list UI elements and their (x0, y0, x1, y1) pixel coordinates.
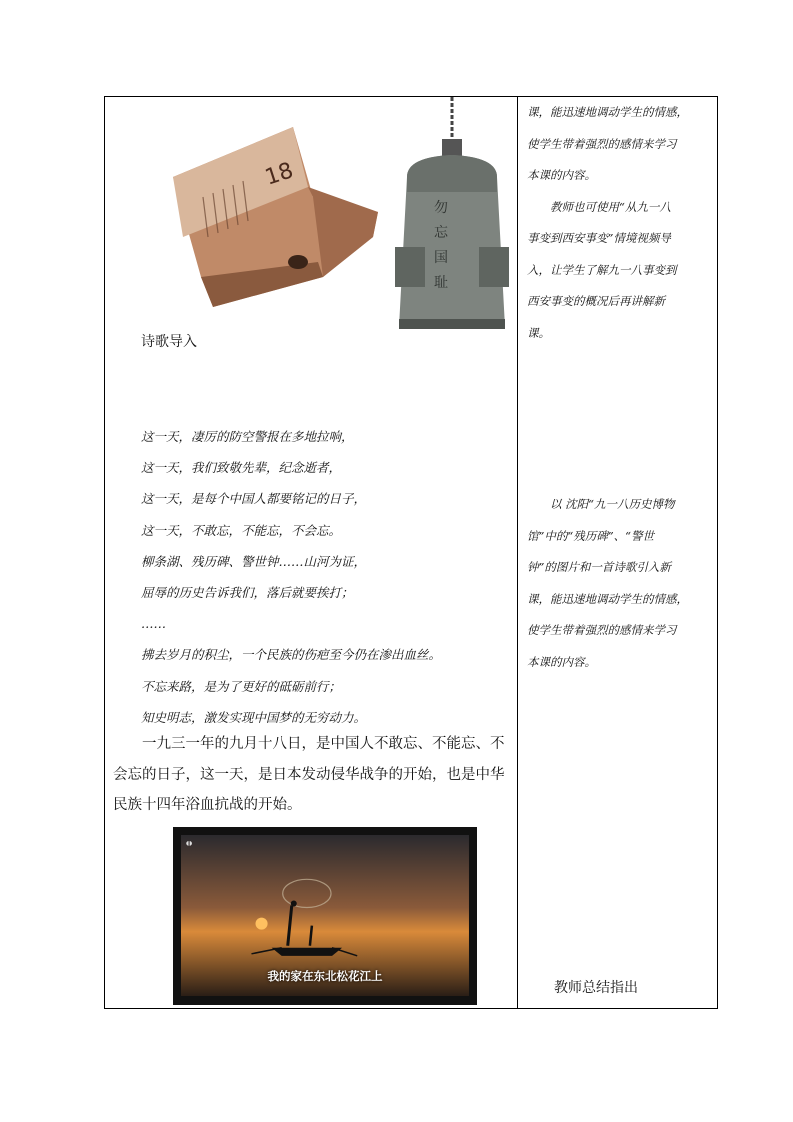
poem-line: 不忘来路，是为了更好的砥砺前行； (141, 678, 342, 694)
calendar-number: 18 (262, 158, 297, 191)
history-paragraph-text: 一九三一年的九月十八日，是中国人不敢忘、不能忘、不会忘的日子，这一天，是日本发动侵华战争的开始，也是中华民族十四年浴血抗战的开始。 (113, 736, 505, 813)
left-column (105, 97, 517, 1008)
note-line: 使学生带着强烈的感情来学习 (527, 623, 677, 637)
note-line: 本课的内容。 (527, 654, 596, 669)
poem-line: …… (141, 616, 166, 632)
bell-char-4: 耻 (434, 275, 448, 291)
note-line: 事变到西安事变”情境视频导 (527, 231, 671, 245)
video-still (173, 827, 477, 1005)
broken-calendar-stele-image (173, 127, 378, 309)
poem-line: 屈辱的历史告诉我们，落后就要挨打； (141, 584, 354, 600)
note-line: 钟”的图片和一首诗歌引入新 (527, 560, 671, 574)
note-line: 使学生带着强烈的感情来学习 (527, 136, 677, 151)
history-paragraph (113, 729, 513, 821)
poem-line: 拂去岁月的积尘，一个民族的伤疤至今仍在渗出血丝。 (141, 647, 442, 663)
poem-line: 这一天，是每个中国人都要铭记的日子， (141, 491, 367, 507)
note-line: 入，让学生了解九一八事变到 (527, 262, 677, 277)
note-line: 教师也可使用“从九一八 (550, 199, 671, 214)
bell-char-3: 国 (434, 250, 448, 266)
note-line: 以 沈阳“九一八历史博物 (550, 497, 675, 511)
poem-intro-heading: 诗歌导入 (141, 334, 197, 350)
poem-block (141, 421, 511, 733)
note-line: 西安事变的概况后再讲解新 (527, 294, 665, 308)
poem-line: 柳条湖、残历碑、警世钟……山河为证， (141, 553, 367, 569)
poem-line: 知史明志，激发实现中国梦的无穷动力。 (141, 709, 367, 725)
poem-line: 这一天，不敢忘，不能忘，不会忘。 (141, 522, 342, 538)
note-line: 课。 (527, 325, 550, 340)
right-column (518, 97, 717, 1008)
teaching-note-2 (527, 489, 715, 678)
note-line: 课，能迅速地调动学生的情感， (527, 105, 688, 119)
lesson-table (104, 96, 718, 1009)
poem-line: 这一天，我们致敬先辈，纪念逝者， (141, 460, 342, 476)
teacher-summary: 教师总结指出 (554, 980, 638, 996)
note-line: 馆”中的“残历碑”、“警世 (527, 528, 655, 543)
teaching-note-1 (527, 97, 715, 349)
poem-line: 这一天，凄厉的防空警报在多地拉响， (141, 429, 354, 444)
note-line: 课，能迅速地调动学生的情感， (527, 591, 688, 606)
warning-bell-image (387, 97, 517, 331)
bell-char-2: 忘 (434, 225, 448, 241)
note-line: 本课的内容。 (527, 168, 596, 182)
channel-logo-icon: ◖◗ (186, 840, 193, 847)
bell-char-1: 勿 (434, 200, 448, 216)
video-subtitle: 我的家在东北松花江上 (267, 969, 383, 983)
